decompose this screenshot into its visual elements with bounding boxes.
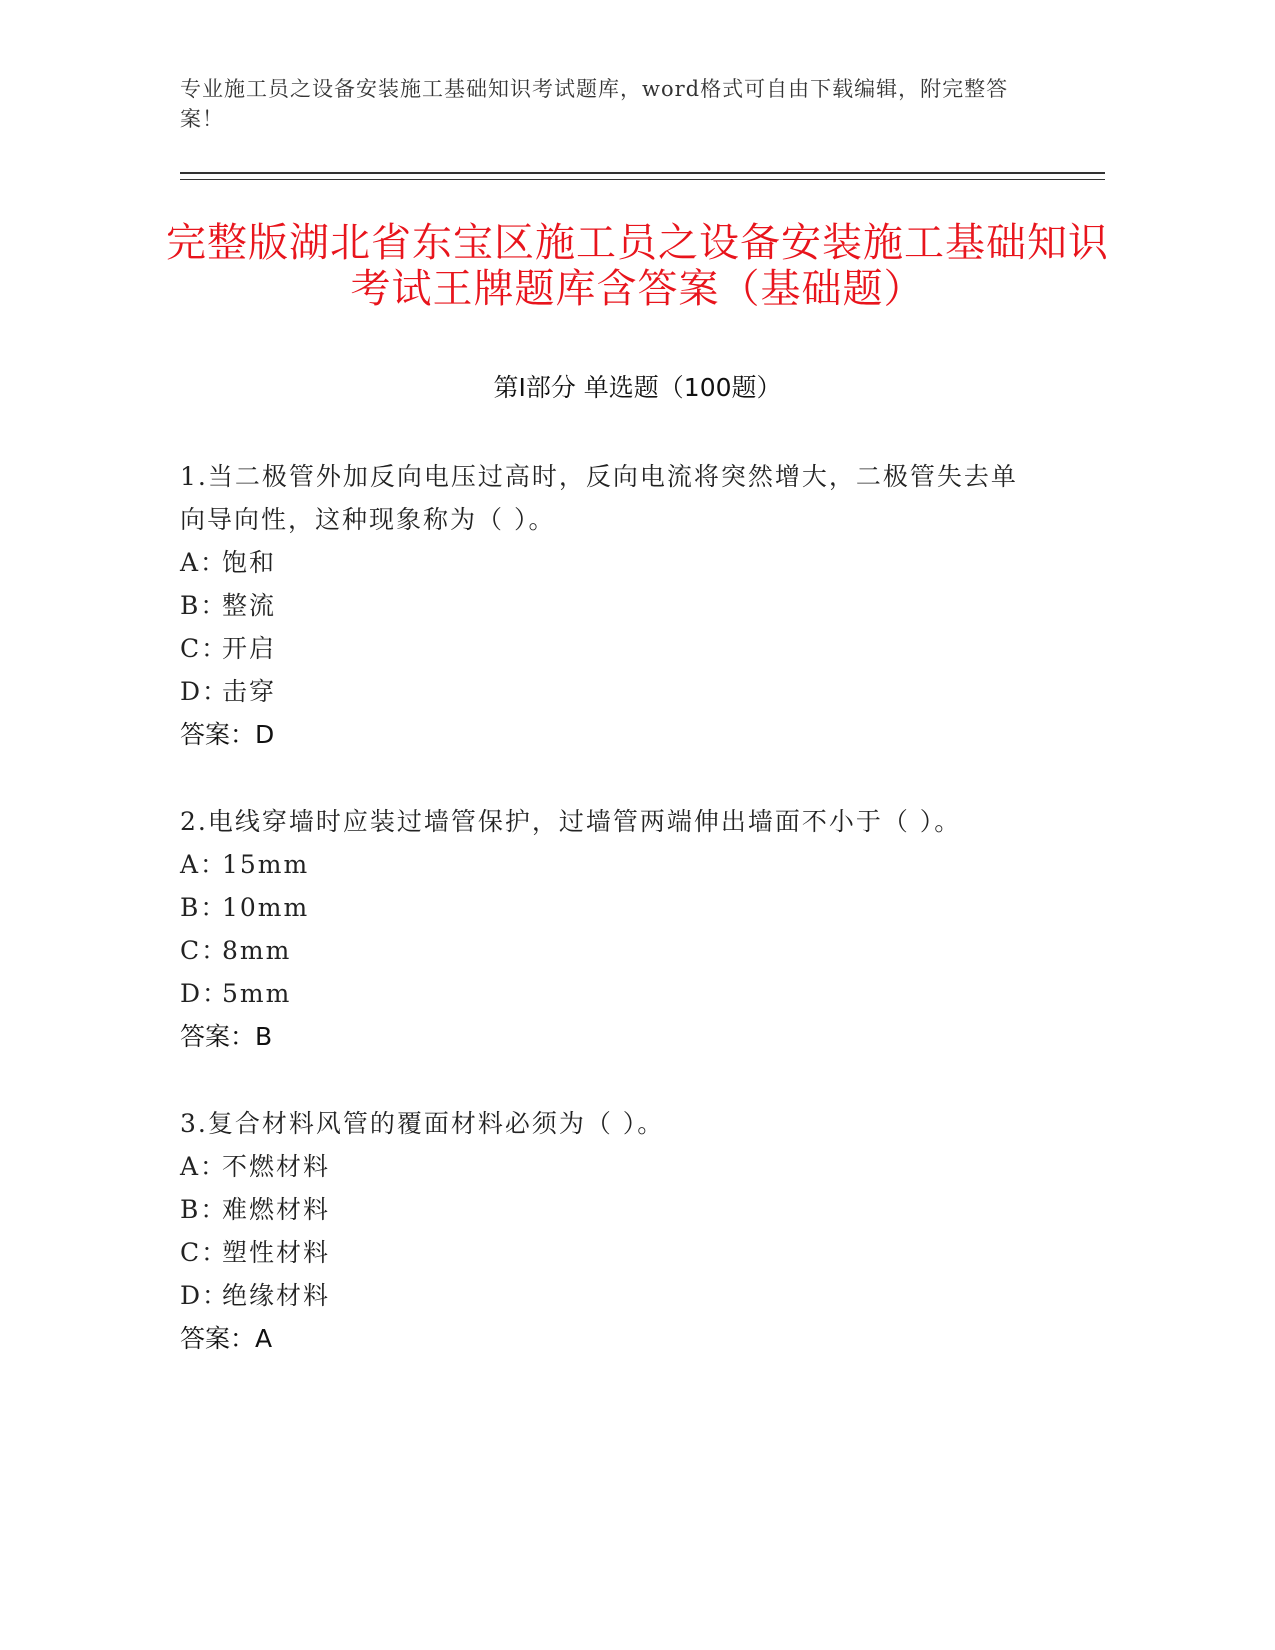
option-a (180, 1145, 1030, 1188)
option-c (180, 1231, 1030, 1274)
option-key: A： (180, 850, 228, 879)
option-key: D： (180, 1281, 230, 1310)
option-key: D： (180, 677, 230, 706)
option-key: B： (180, 1195, 228, 1224)
option-a (180, 541, 1030, 584)
option-key: A： (180, 548, 228, 577)
question-item (180, 1102, 1030, 1360)
option-key: C： (180, 634, 229, 663)
option-text: 15mm (222, 850, 310, 879)
option-a (180, 843, 1030, 886)
answer-line: 答案：A (180, 1324, 273, 1353)
question-stem: 3.复合材料风管的覆面材料必须为（ ）。 (180, 1109, 665, 1138)
header-rule-thin (180, 179, 1105, 180)
option-c (180, 929, 1030, 972)
option-text: 10mm (222, 893, 310, 922)
option-text: 8mm (222, 936, 292, 965)
option-c (180, 627, 1030, 670)
option-b (180, 584, 1030, 627)
header-note: 专业施工员之设备安装施工基础知识考试题库，word格式可自由下载编辑，附完整答案！ (180, 77, 1009, 131)
option-text: 开启 (222, 634, 277, 663)
option-text: 难燃材料 (222, 1195, 331, 1224)
header-rule-thick (180, 172, 1105, 174)
option-text: 绝缘材料 (222, 1281, 331, 1310)
document-title: 完整版湖北省东宝区施工员之设备安装施工基础知识考试王牌题库含答案（基础题） (166, 220, 1109, 312)
option-b (180, 886, 1030, 929)
option-b (180, 1188, 1030, 1231)
question-list (180, 455, 1030, 1404)
question-stem: 2.电线穿墙时应装过墙管保护，过墙管两端伸出墙面不小于（ ）。 (180, 807, 962, 836)
answer-line: 答案：B (180, 1022, 273, 1051)
option-text: 整流 (222, 591, 277, 620)
option-text: 5mm (222, 979, 292, 1008)
option-d (180, 670, 1030, 713)
option-text: 饱和 (222, 548, 277, 577)
question-item (180, 455, 1030, 756)
question-item (180, 800, 1030, 1058)
option-text: 不燃材料 (222, 1152, 331, 1181)
option-d (180, 1274, 1030, 1317)
option-d (180, 972, 1030, 1015)
answer-line: 答案：D (180, 720, 275, 749)
option-key: A： (180, 1152, 228, 1181)
option-text: 塑性材料 (222, 1238, 331, 1267)
section-heading: 第Ⅰ部分 单选题（100题） (493, 373, 782, 402)
option-key: C： (180, 1238, 229, 1267)
option-text: 击穿 (222, 677, 277, 706)
option-key: B： (180, 893, 228, 922)
option-key: B： (180, 591, 228, 620)
option-key: C： (180, 936, 229, 965)
option-key: D： (180, 979, 230, 1008)
question-stem: 1.当二极管外加反向电压过高时，反向电流将突然增大，二极管失去单向导向性，这种现象称为（ ）。 (180, 462, 1018, 534)
